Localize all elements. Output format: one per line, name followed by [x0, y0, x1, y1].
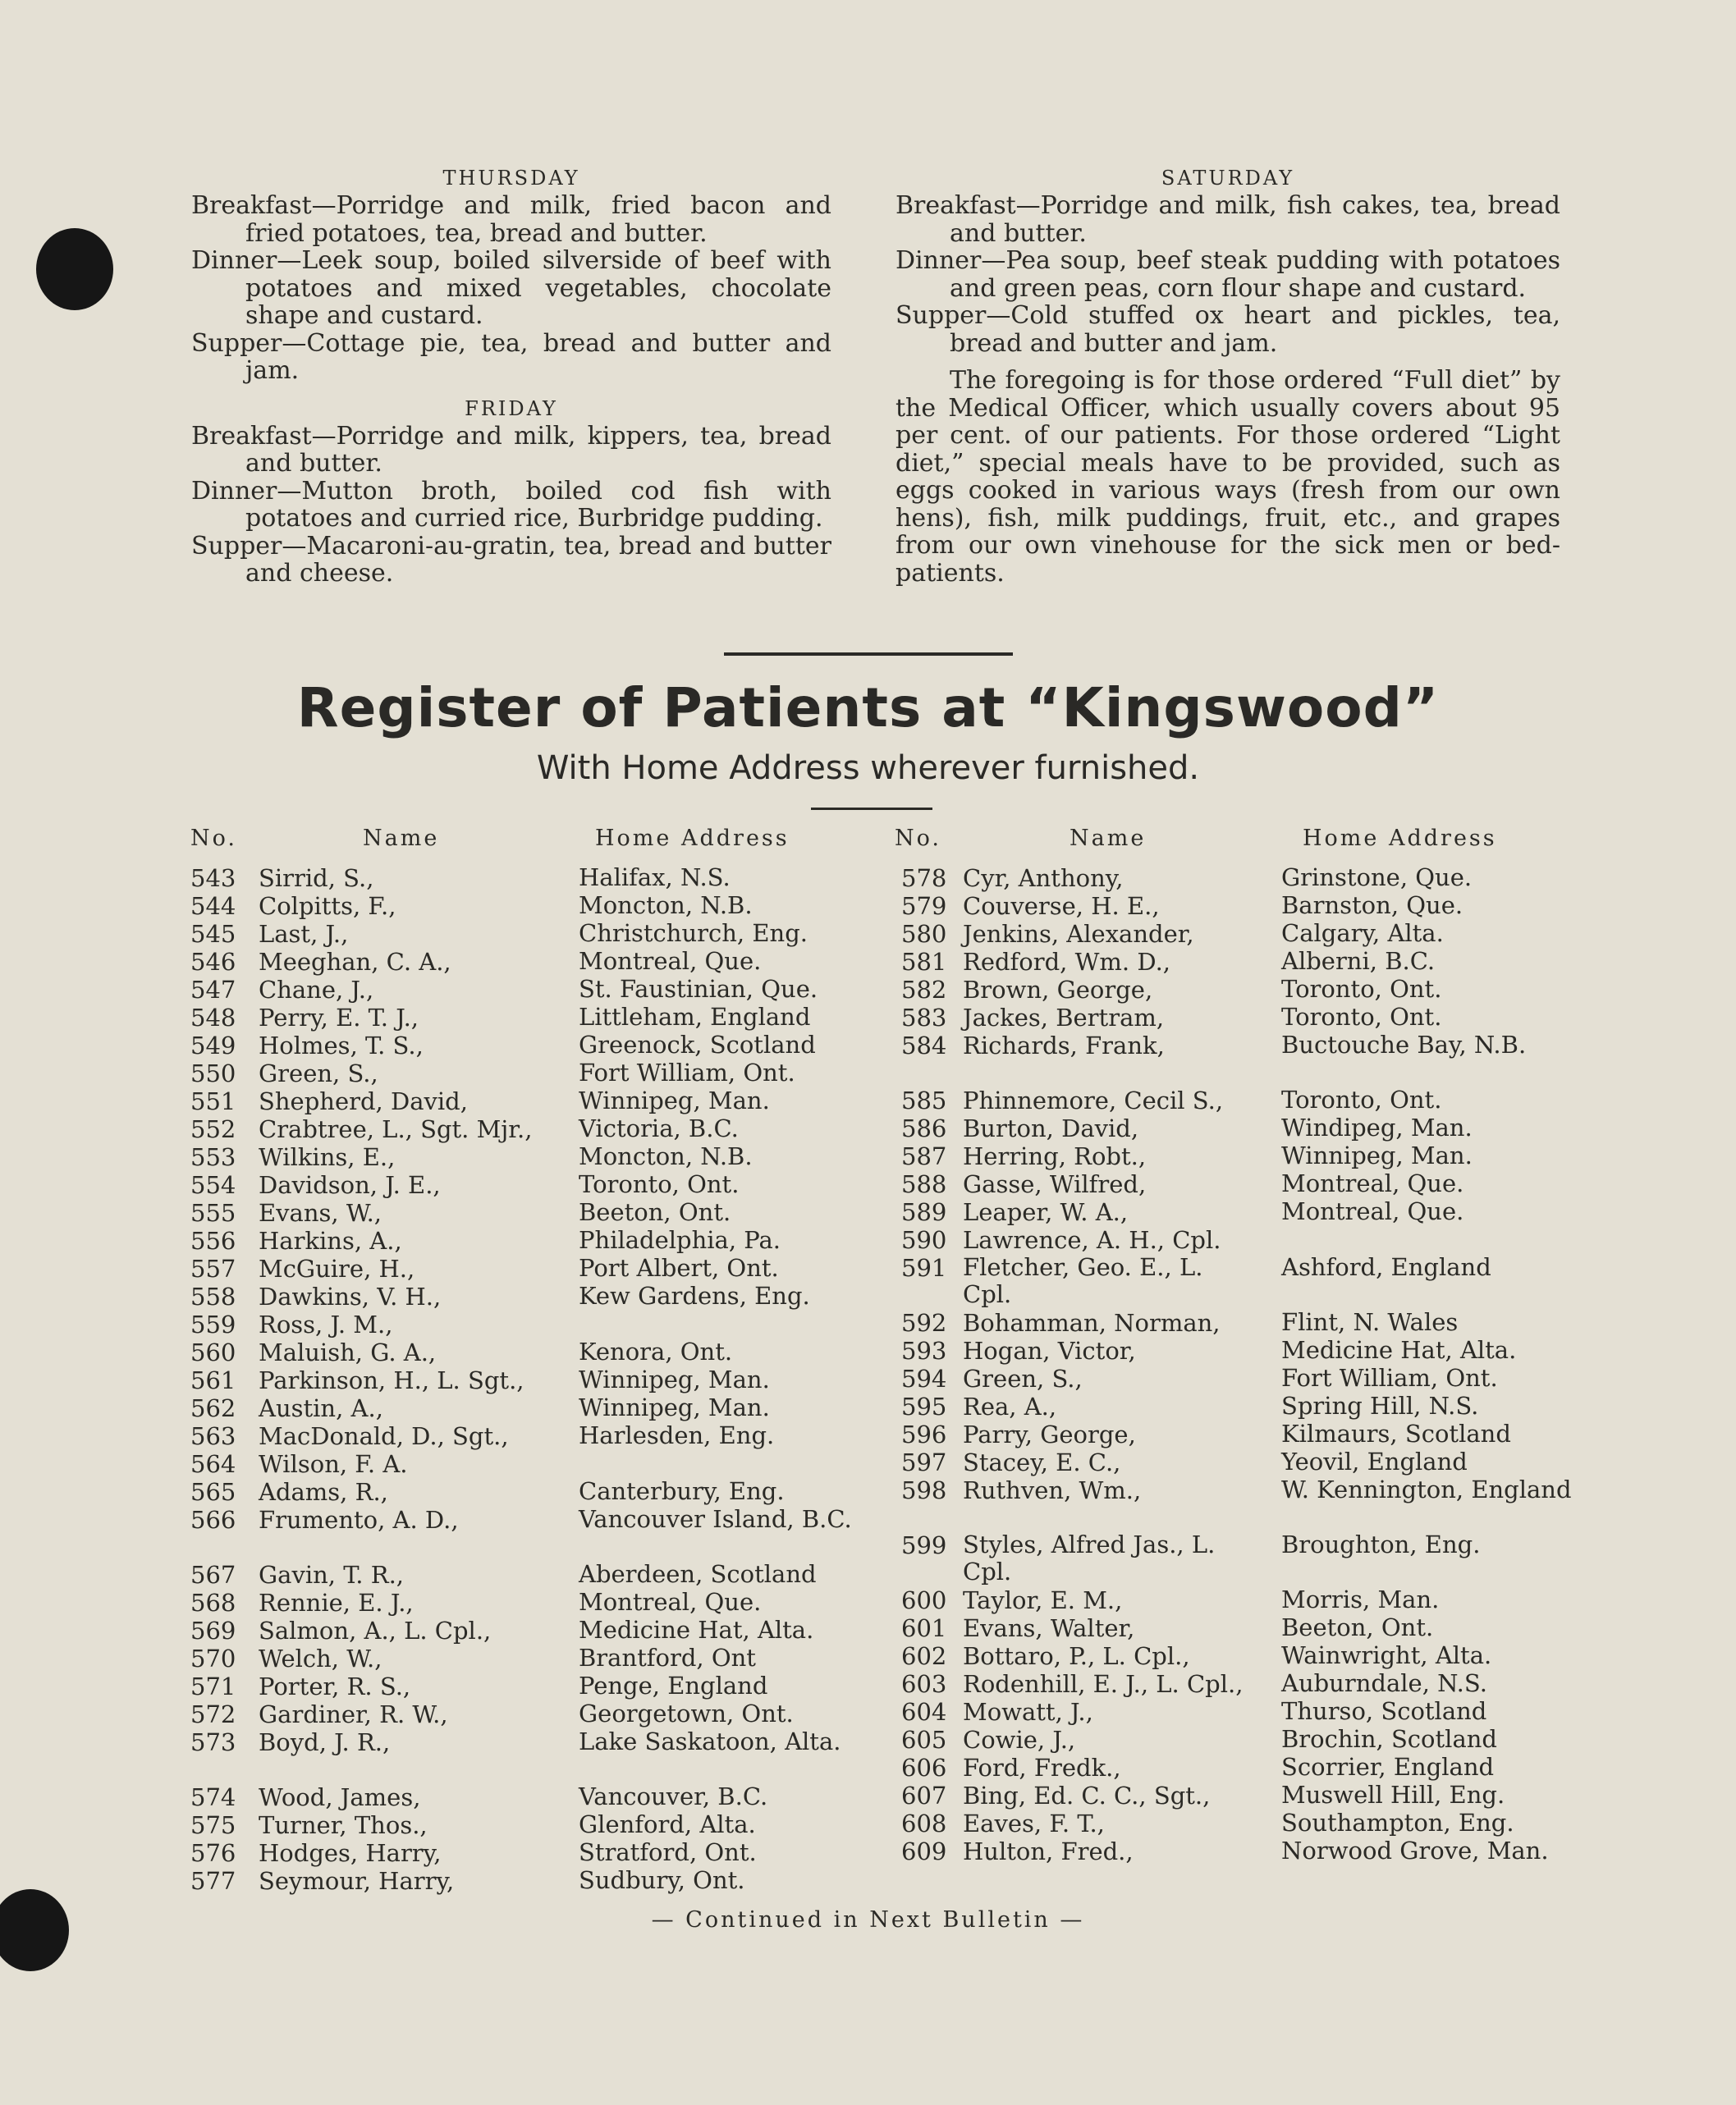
register-row [190, 864, 863, 892]
register-row [901, 948, 1566, 976]
patient-number: 556 [190, 1227, 236, 1255]
patient-name: Eaves, F. T., [963, 1810, 1105, 1837]
patient-number: 555 [190, 1199, 236, 1227]
register-row [190, 920, 863, 948]
saturday-supper: Supper—Cold stuffed ox heart and pickles, tea, bread and butter and jam. [895, 301, 1560, 358]
friday-dinner: Dinner—Mutton broth, boiled cod fish with potatoes and curried rice, Burbridge pudding. [191, 476, 831, 533]
register-row [901, 1476, 1572, 1531]
home-address: Windipeg, Man. [1281, 1114, 1473, 1142]
register-left-column [190, 864, 863, 1895]
home-address: Brochin, Scotland [1281, 1725, 1497, 1753]
register-row [190, 1059, 863, 1087]
patient-name: Ross, J. M., [259, 1311, 393, 1339]
register-row [901, 1254, 1566, 1309]
patient-name: Redford, Wm. D., [963, 948, 1171, 976]
register-row [190, 1394, 863, 1422]
home-address: Moncton, N.B. [579, 891, 753, 919]
patient-number: 563 [190, 1422, 236, 1450]
patient-name: Porter, R. S., [259, 1673, 411, 1700]
register-row [190, 1617, 863, 1645]
register-row [190, 1506, 863, 1561]
thursday-breakfast: Breakfast—Porridge and milk, fried bacon and fried potatoes, tea, bread and butter. [191, 191, 831, 248]
patient-number: 580 [901, 920, 947, 948]
punch-hole [36, 228, 113, 310]
patient-name: Wood, James, [259, 1783, 421, 1811]
home-address: Medicine Hat, Alta. [579, 1616, 814, 1644]
register-row [901, 1754, 1566, 1782]
patient-name: Welch, W., [259, 1645, 382, 1673]
patient-name: Styles, Alfred Jas., L. Cpl. [963, 1531, 1216, 1586]
register-row [901, 892, 1566, 920]
register-row [901, 1365, 1566, 1393]
home-address: Aberdeen, Scotland [579, 1560, 817, 1588]
register-row [901, 1393, 1566, 1421]
home-address: Harlesden, Eng. [579, 1421, 775, 1449]
patient-name: Couverse, H. E., [963, 892, 1160, 920]
home-address: Fort William, Ont. [1281, 1364, 1498, 1392]
home-address: Lake Saskatoon, Alta. [579, 1727, 841, 1755]
patient-name: Hulton, Fred., [963, 1837, 1134, 1865]
patient-number: 562 [190, 1394, 236, 1422]
home-address: Victoria, B.C. [579, 1114, 739, 1142]
patient-number: 552 [190, 1115, 236, 1143]
home-address: Spring Hill, N.S. [1281, 1392, 1479, 1420]
home-address: Stratford, Ont. [579, 1838, 757, 1866]
register-row [190, 948, 863, 976]
register-row [190, 1728, 863, 1783]
patient-number: 550 [190, 1059, 236, 1087]
patient-name: Richards, Frank, [963, 1032, 1165, 1059]
patient-number: 589 [901, 1198, 947, 1226]
patient-name: Brown, George, [963, 976, 1153, 1004]
register-row [190, 892, 863, 920]
patient-name: Hodges, Harry, [259, 1839, 442, 1867]
home-address: Kew Gardens, Eng. [579, 1282, 810, 1310]
home-address: Medicine Hat, Alta. [1281, 1336, 1517, 1364]
patient-number: 565 [190, 1478, 236, 1506]
home-address: Flint, N. Wales [1281, 1308, 1459, 1336]
home-address: Littleham, England [579, 1003, 811, 1031]
home-address: Winnipeg, Man. [579, 1393, 770, 1421]
patient-number: 606 [901, 1754, 947, 1782]
home-address: Georgetown, Ont. [579, 1700, 794, 1727]
register-row [190, 1255, 863, 1283]
register-row [190, 976, 863, 1004]
register-row [901, 1170, 1566, 1198]
patient-number: 604 [901, 1698, 947, 1726]
register-row [901, 1642, 1566, 1670]
saturday-dinner: Dinner—Pea soup, beef steak pudding with potatoes and green peas, corn flour shape and custard. [895, 246, 1560, 303]
patient-name: Meeghan, C. A., [259, 948, 451, 976]
register-row [190, 1673, 863, 1700]
patient-name: Gasse, Wilfred, [963, 1170, 1147, 1198]
friday-supper: Supper—Macaroni-au-gratin, tea, bread and butter and cheese. [191, 531, 831, 588]
patient-number: 545 [190, 920, 236, 948]
patient-number: 585 [901, 1087, 947, 1114]
home-address: Calgary, Alta. [1281, 919, 1444, 947]
home-address: Winnipeg, Man. [1281, 1142, 1473, 1169]
register-row [901, 1782, 1566, 1810]
home-address: Alberni, B.C. [1281, 947, 1436, 975]
patient-name: Jenkins, Alexander, [963, 920, 1194, 948]
patient-name: Frumento, A. D., [259, 1506, 459, 1534]
register-row [901, 1448, 1566, 1476]
home-address: Southampton, Eng. [1281, 1809, 1514, 1837]
patient-number: 590 [901, 1226, 947, 1254]
home-address: Broughton, Eng. [1281, 1531, 1481, 1558]
patient-name: Mowatt, J., [963, 1698, 1093, 1726]
patient-name: Green, S., [963, 1365, 1083, 1393]
patient-name: Rodenhill, E. J., L. Cpl., [963, 1670, 1244, 1698]
register-row [901, 1531, 1566, 1586]
register-row [190, 1199, 863, 1227]
patient-number: 572 [190, 1700, 236, 1728]
patient-name: Evans, Walter, [963, 1614, 1135, 1642]
patient-name: Bing, Ed. C. C., Sgt., [963, 1782, 1211, 1810]
register-row [190, 1115, 863, 1143]
patient-name: Parkinson, H., L. Sgt., [259, 1366, 524, 1394]
patient-name: Gavin, T. R., [259, 1561, 405, 1589]
home-address: Montreal, Que. [1281, 1169, 1464, 1197]
patient-name: Ruthven, Wm., [963, 1476, 1142, 1504]
patient-number: 571 [190, 1673, 236, 1700]
patient-number: 608 [901, 1810, 947, 1837]
home-address: Montreal, Que. [579, 947, 762, 975]
menu-right-column [895, 164, 1560, 587]
patient-number: 599 [901, 1531, 947, 1559]
patient-name: Crabtree, L., Sgt. Mjr., [259, 1115, 533, 1143]
register-row [901, 1726, 1566, 1754]
patient-number: 557 [190, 1255, 236, 1283]
register-row [190, 1811, 863, 1839]
register-row [190, 1867, 863, 1895]
patient-name: Ford, Fredk., [963, 1754, 1121, 1782]
patient-name: Phinnemore, Cecil S., [963, 1087, 1224, 1114]
patient-number: 568 [190, 1589, 236, 1617]
home-address: Auburndale, N.S. [1281, 1669, 1487, 1697]
home-address: Penge, England [579, 1672, 768, 1700]
patient-number: 575 [190, 1811, 236, 1839]
friday-heading: FRIDAY [465, 396, 558, 420]
register-row [901, 1837, 1566, 1892]
register-row [190, 1032, 863, 1059]
home-address: Christchurch, Eng. [579, 919, 808, 947]
register-row [190, 1283, 863, 1311]
patient-name: Colpitts, F., [259, 892, 396, 920]
home-address: Toronto, Ont. [579, 1170, 740, 1198]
patient-name: Seymour, Harry, [259, 1867, 455, 1895]
header-no-right: No. [895, 826, 941, 851]
patient-name: MacDonald, D., Sgt., [259, 1422, 509, 1450]
continued-footer: — Continued in Next Bulletin — [651, 1907, 1085, 1933]
patient-name: Gardiner, R. W., [259, 1700, 448, 1728]
register-row [901, 864, 1566, 892]
home-address: Halifax, N.S. [579, 863, 731, 891]
patient-number: 605 [901, 1726, 947, 1754]
register-row [190, 1561, 863, 1589]
patient-number: 548 [190, 1004, 236, 1032]
patient-number: 583 [901, 1004, 947, 1032]
patient-number: 551 [190, 1087, 236, 1115]
patient-name: Fletcher, Geo. E., L. Cpl. [963, 1253, 1203, 1308]
patient-name: Austin, A., [259, 1394, 383, 1422]
patient-name: Herring, Robt., [963, 1142, 1147, 1170]
patient-number: 596 [901, 1421, 947, 1448]
patient-number: 546 [190, 948, 236, 976]
patient-name: Cowie, J., [963, 1726, 1076, 1754]
home-address: Wainwright, Alta. [1281, 1641, 1492, 1669]
saturday-breakfast: Breakfast—Porridge and milk, fish cakes, tea, bread and butter. [895, 191, 1560, 248]
register-row [190, 1839, 863, 1867]
patient-number: 609 [901, 1837, 947, 1865]
patient-name: Davidson, J. E., [259, 1171, 441, 1199]
patient-number: 558 [190, 1283, 236, 1311]
patient-name: Cyr, Anthony, [963, 864, 1124, 892]
patient-name: Wilson, F. A. [259, 1450, 408, 1478]
register-row [901, 1614, 1566, 1642]
patient-number: 567 [190, 1561, 236, 1589]
patient-name: Turner, Thos., [259, 1811, 428, 1839]
register-subtitle: With Home Address wherever furnished. [536, 749, 1200, 787]
register-row [190, 1422, 863, 1450]
home-address: Scorrier, England [1281, 1753, 1495, 1781]
patient-number: 581 [901, 948, 947, 976]
register-row [190, 1227, 863, 1255]
register-row [901, 1670, 1566, 1698]
home-address: Muswell Hill, Eng. [1281, 1781, 1505, 1809]
register-row [901, 1142, 1566, 1170]
patient-number: 569 [190, 1617, 236, 1645]
home-address: Vancouver Island, B.C. [579, 1505, 852, 1533]
register-row [901, 1114, 1566, 1142]
register-row [901, 1087, 1566, 1114]
patient-number: 600 [901, 1586, 947, 1614]
home-address: Winnipeg, Man. [579, 1087, 770, 1114]
register-row [901, 1004, 1566, 1032]
patient-number: 588 [901, 1170, 947, 1198]
home-address: Philadelphia, Pa. [579, 1226, 781, 1254]
friday-breakfast: Breakfast—Porridge and milk, kippers, tea, bread and butter. [191, 421, 831, 478]
patient-number: 591 [901, 1254, 947, 1282]
patient-name: McGuire, H., [259, 1255, 415, 1283]
patient-name: Shepherd, David, [259, 1087, 468, 1115]
patient-name: Burton, David, [963, 1114, 1139, 1142]
home-address: Sudbury, Ont. [579, 1866, 745, 1894]
home-address: Winnipeg, Man. [579, 1366, 770, 1393]
patient-name: Leaper, W. A., [963, 1198, 1129, 1226]
patient-name: Evans, W., [259, 1199, 382, 1227]
home-address: Port Albert, Ont. [579, 1254, 779, 1282]
patient-name: Rennie, E. J., [259, 1589, 414, 1617]
register-row [901, 920, 1566, 948]
patient-number: 576 [190, 1839, 236, 1867]
patient-name: Taylor, E. M., [963, 1586, 1123, 1614]
header-name-right: Name [1070, 826, 1147, 851]
patient-name: Green, S., [259, 1059, 378, 1087]
patient-number: 554 [190, 1171, 236, 1199]
register-row [190, 1450, 863, 1478]
header-address-left: Home Address [595, 826, 790, 851]
patient-name: Parry, George, [963, 1421, 1136, 1448]
patient-number: 597 [901, 1448, 947, 1476]
patient-name: Harkins, A., [259, 1227, 402, 1255]
home-address: Moncton, N.B. [579, 1142, 753, 1170]
patient-name: Bohamman, Norman, [963, 1309, 1221, 1337]
patient-number: 553 [190, 1143, 236, 1171]
thursday-heading: THURSDAY [442, 167, 580, 190]
register-row [901, 1198, 1566, 1226]
thursday-dinner: Dinner—Leek soup, boiled silverside of beef with potatoes and mixed vegetables, chocolate shape and custard. [191, 246, 831, 330]
saturday-heading: SATURDAY [1161, 167, 1295, 190]
patient-name: Boyd, J. R., [259, 1728, 391, 1756]
home-address: Beeton, Ont. [1281, 1613, 1434, 1641]
home-address: Canterbury, Eng. [579, 1477, 785, 1505]
patient-number: 593 [901, 1337, 947, 1365]
patient-number: 543 [190, 864, 236, 892]
register-row [190, 1087, 863, 1115]
patient-number: 592 [901, 1309, 947, 1337]
home-address: Kilmaurs, Scotland [1281, 1420, 1511, 1448]
register-row [901, 1698, 1566, 1726]
header-name-left: Name [363, 826, 440, 851]
home-address: Fort William, Ont. [579, 1059, 795, 1087]
patient-name: Bottaro, P., L. Cpl., [963, 1642, 1190, 1670]
header-no-left: No. [190, 826, 237, 851]
register-row [901, 1226, 1566, 1254]
patient-name: Holmes, T. S., [259, 1032, 424, 1059]
home-address: Beeton, Ont. [579, 1198, 731, 1226]
register-row [901, 1421, 1566, 1448]
patient-name: Chane, J., [259, 976, 374, 1004]
register-row [901, 1337, 1566, 1365]
register-row [190, 1366, 863, 1394]
patient-number: 547 [190, 976, 236, 1004]
home-address: Greenock, Scotland [579, 1031, 816, 1059]
patient-number: 594 [901, 1365, 947, 1393]
patient-number: 579 [901, 892, 947, 920]
register-row [190, 1589, 863, 1617]
home-address: Thurso, Scotland [1281, 1697, 1487, 1725]
register-row [901, 1032, 1566, 1087]
patient-name: Dawkins, V. H., [259, 1283, 442, 1311]
home-address: Norwood Grove, Man. [1281, 1837, 1549, 1865]
register-row [190, 1645, 863, 1673]
register-row [190, 1143, 863, 1171]
register-row [901, 1810, 1566, 1837]
patient-name: Sirrid, S., [259, 864, 374, 892]
home-address: Yeovil, England [1281, 1448, 1468, 1476]
patient-name: Maluish, G. A., [259, 1339, 437, 1366]
home-address: Toronto, Ont. [1281, 975, 1442, 1003]
patient-name: Salmon, A., L. Cpl., [259, 1617, 492, 1645]
patient-number: 570 [190, 1645, 236, 1673]
patient-number: 564 [190, 1450, 236, 1478]
patient-number: 584 [901, 1032, 947, 1059]
register-row [190, 1783, 863, 1811]
home-address: W. Kennington, England [1281, 1476, 1572, 1503]
patient-name: Wilkins, E., [259, 1143, 396, 1171]
diet-note: The foregoing is for those ordered “Full diet” by the Medical Officer, which usually covers about 95 per cent. of our patients. For those ordered “Light diet,” special meals have to be provided, such as eggs cooked in various ways (fresh from our own hens), fish, milk puddings, fruit, etc., and grapes from our own vinehouse for the sick men or bed-patients. [895, 366, 1560, 588]
title-divider [811, 808, 932, 810]
patient-name: Perry, E. T. J., [259, 1004, 419, 1032]
patient-number: 566 [190, 1506, 236, 1534]
register-title: Register of Patients at “Kingswood” [296, 676, 1440, 739]
patient-number: 578 [901, 864, 947, 892]
patient-number: 574 [190, 1783, 236, 1811]
patient-number: 577 [190, 1867, 236, 1895]
home-address: Barnston, Que. [1281, 891, 1463, 919]
register-row [190, 1700, 863, 1728]
patient-name: Hogan, Victor, [963, 1337, 1136, 1365]
patient-name: Stacey, E. C., [963, 1448, 1121, 1476]
register-row [190, 1004, 863, 1032]
patient-number: 573 [190, 1728, 236, 1756]
patient-number: 607 [901, 1782, 947, 1810]
patient-number: 582 [901, 976, 947, 1004]
patient-number: 560 [190, 1339, 236, 1366]
home-address: Glenford, Alta. [579, 1810, 756, 1838]
home-address: Montreal, Que. [579, 1588, 762, 1616]
patient-number: 544 [190, 892, 236, 920]
patient-name: Adams, R., [259, 1478, 388, 1506]
home-address: Toronto, Ont. [1281, 1086, 1442, 1114]
home-address: St. Faustinian, Que. [579, 975, 818, 1003]
patient-number: 602 [901, 1642, 947, 1670]
patient-number: 561 [190, 1366, 236, 1394]
patient-name: Rea, A., [963, 1393, 1057, 1421]
register-row [190, 1339, 863, 1366]
patient-name: Lawrence, A. H., Cpl. [963, 1226, 1221, 1254]
patient-number: 586 [901, 1114, 947, 1142]
patient-number: 598 [901, 1476, 947, 1504]
home-address: Ashford, England [1281, 1253, 1491, 1281]
home-address: Morris, Man. [1281, 1586, 1440, 1613]
register-row [190, 1171, 863, 1199]
home-address: Kenora, Ont. [579, 1338, 733, 1366]
home-address: Buctouche Bay, N.B. [1281, 1031, 1527, 1059]
section-divider [724, 652, 1013, 656]
register-row [901, 1309, 1566, 1337]
home-address: Vancouver, B.C. [579, 1782, 768, 1810]
register-row [901, 976, 1566, 1004]
home-address: Grinstone, Que. [1281, 863, 1473, 891]
register-row [190, 1478, 863, 1506]
patient-number: 559 [190, 1311, 236, 1339]
patient-number: 603 [901, 1670, 947, 1698]
home-address: Brantford, Ont [579, 1644, 756, 1672]
patient-number: 549 [190, 1032, 236, 1059]
home-address: Montreal, Que. [1281, 1197, 1464, 1225]
home-address: Toronto, Ont. [1281, 1003, 1442, 1031]
register-right-column [901, 863, 1572, 1892]
patient-number: 601 [901, 1614, 947, 1642]
patient-name: Jackes, Bertram, [963, 1004, 1165, 1032]
patient-number: 587 [901, 1142, 947, 1170]
thursday-supper: Supper—Cottage pie, tea, bread and butter and jam. [191, 328, 831, 385]
patient-name: Last, J., [259, 920, 349, 948]
register-row [190, 1311, 863, 1339]
register-row [901, 1586, 1566, 1614]
patient-number: 595 [901, 1393, 947, 1421]
menu-left-column [191, 164, 831, 588]
header-address-right: Home Address [1303, 826, 1497, 851]
